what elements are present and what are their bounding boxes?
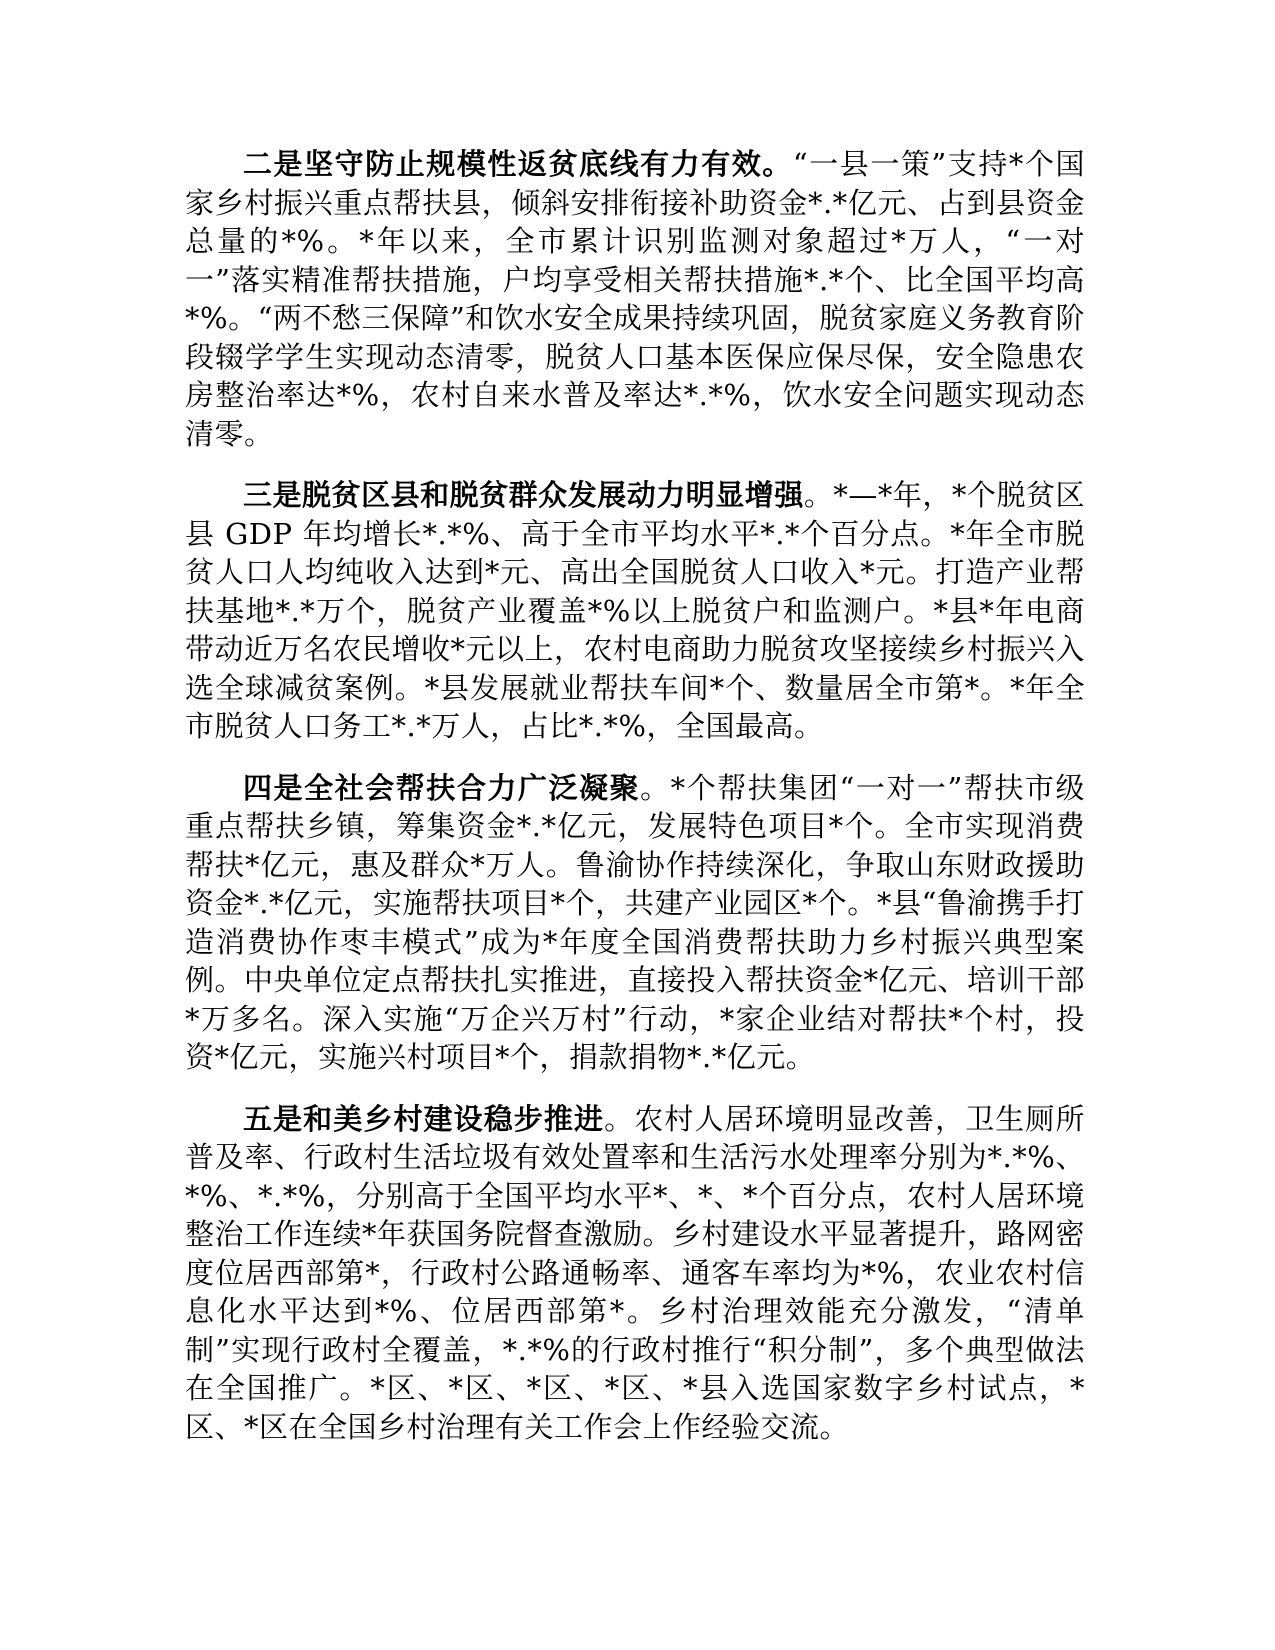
paragraph-4 <box>185 769 1085 1077</box>
paragraph-text: 。*—*年，*个脱贫区县 GDP 年均增长*.*%、高于全市平均水平*.*个百分点。*年全市脱贫人口人均纯收入达到*元、高出全国脱贫人口收入*元。打造产业帮扶基地*.*万个，脱贫产业覆盖*%以上脱贫户和监测户。*县*年电商带动近万名农民增收*元以上，农村电商助力脱贫攻坚接续乡村振兴入选全球减贫案例。*县发展就业帮扶车间*个、数量居全市第*。*年全市脱贫人口务工*.*万人，占比*.*%，全国最高。 <box>185 478 1086 743</box>
paragraph-3 <box>185 476 1085 746</box>
paragraph-lead: 四是全社会帮扶合力广泛凝聚 <box>243 770 641 805</box>
document-body <box>185 145 1085 1469</box>
paragraph-lead: 二是坚守防止规模性返贫底线有力有效。 <box>243 147 793 181</box>
paragraph-text: 。农村人居环境明显改善，卫生厕所普及率、行政村生活垃圾有效处置率和生活污水处理率分别为*.*%、*%、*.*%，分别高于全国平均水平*、*、*个百分点，农村人居环境整治工作连续*年获国务院督查激励。乡村建设水平显著提升，路网密度位居西部第*，行政村公路通畅率、通客车率均为*%，农业农村信息化水平达到*%、位居西部第*。乡村治理效能充分激发，“清单制”实现行政村全覆盖，*.*%的行政村推行“积分制”，多个典型做法在全国推广。*区、*区、*区、*区、*县入选国家数字乡村试点，*区、*区在全国乡村治理有关工作会上作经验交流。 <box>185 1101 1086 1444</box>
paragraph-5 <box>185 1100 1085 1447</box>
paragraph-2 <box>185 145 1085 453</box>
paragraph-lead: 五是和美乡村建设稳步推进 <box>243 1101 605 1136</box>
paragraph-lead: 三是脱贫区县和脱贫群众发展动力明显增强 <box>243 478 804 512</box>
paragraph-text: “一县一策”支持*个国家乡村振兴重点帮扶县，倾斜安排衔接补助资金*.*亿元、占到县资金总量的*%。*年以来，全市累计识别监测对象超过*万人，“一对一”落实精准帮扶措施，户均享受相关帮扶措施*.*个、比全国平均高*%。“两不愁三保障”和饮水安全成果持续巩固，脱贫家庭义务教育阶段辍学学生实现动态清零，脱贫人口基本医保应保尽保，安全隐患农房整治率达*%，农村自来水普及率达*.*%，饮水安全问题实现动态清零。 <box>185 147 1085 451</box>
paragraph-text: 。*个帮扶集团“一对一”帮扶市级重点帮扶乡镇，筹集资金*.*亿元，发展特色项目*个。全市实现消费帮扶*亿元，惠及群众*万人。鲁渝协作持续深化，争取山东财政援助资金*.*亿元，实施帮扶项目*个，共建产业园区*个。*县“鲁渝携手打造消费协作枣丰模式”成为*年度全国消费帮扶助力乡村振兴典型案例。中央单位定点帮扶扎实推进，直接投入帮扶资金*亿元、培训干部*万多名。深入实施“万企兴万村”行动，*家企业结对帮扶*个村，投资*亿元，实施兴村项目*个，捐款捐物*.*亿元。 <box>185 770 1086 1074</box>
